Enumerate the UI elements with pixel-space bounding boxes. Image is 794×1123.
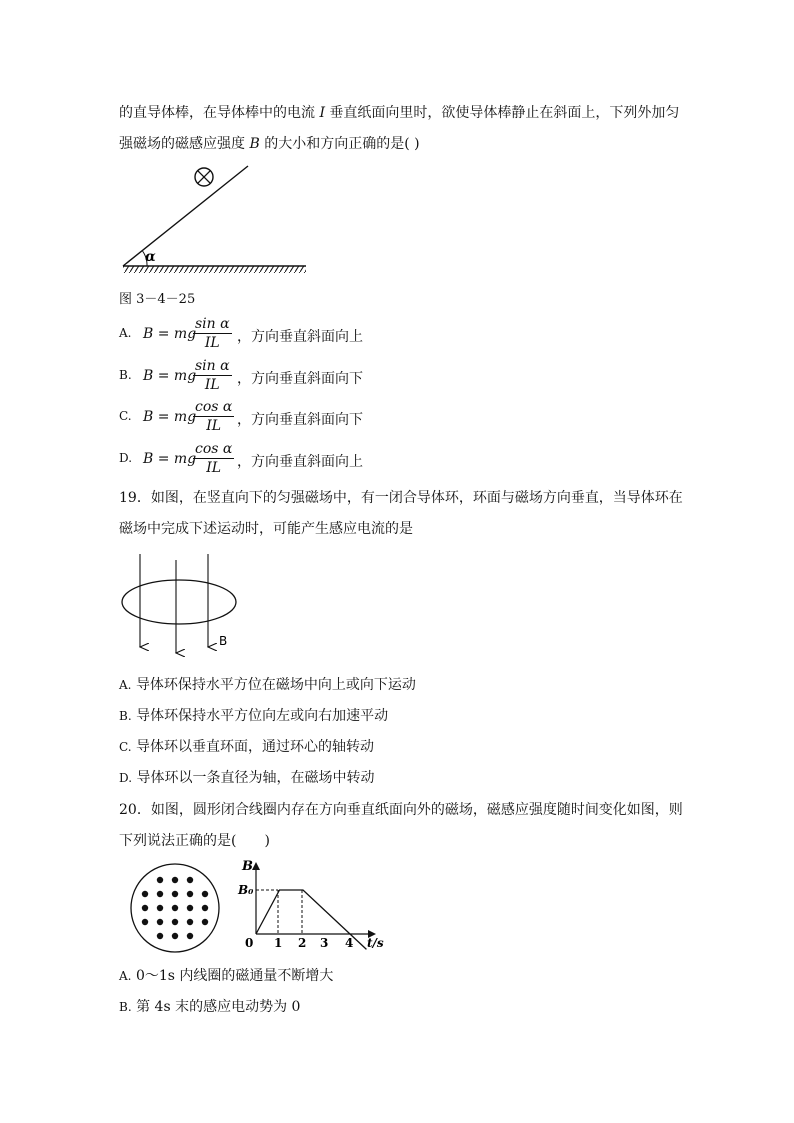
field-dot <box>172 891 178 897</box>
field-dot <box>202 905 208 911</box>
option-description: ，方向垂直斜面向上 <box>237 329 363 345</box>
q18-line1-part-a: 的直导体棒，在导体棒中的电流 <box>119 105 320 121</box>
tick-label-1: 1 <box>274 936 283 950</box>
option-fraction <box>193 441 234 477</box>
option-formula-lhs: B = mg <box>143 409 197 425</box>
fraction-denominator: IL <box>206 418 222 434</box>
option-letter: A. <box>119 326 132 340</box>
q19-option-d[interactable] <box>119 768 374 788</box>
option-description: ，方向垂直斜面向下 <box>237 371 363 387</box>
q19-option-a[interactable] <box>119 675 416 695</box>
q19-text-line-2: 磁场中完成下述运动时，可能产生感应电流的是 <box>119 521 413 537</box>
field-dot <box>157 891 163 897</box>
option-text: 0～1s 内线圈的磁通量不断增大 <box>135 968 334 984</box>
field-dot <box>187 933 193 939</box>
coil-field-figure <box>120 862 232 954</box>
fraction-numerator: cos α <box>195 441 233 457</box>
b0-label: B₀ <box>238 883 254 897</box>
fraction-numerator: sin α <box>195 316 230 332</box>
field-dot <box>172 905 178 911</box>
field-dot <box>202 919 208 925</box>
option-letter: B. <box>119 368 132 382</box>
field-out-of-page-dots <box>142 877 208 939</box>
option-formula-lhs: B = mg <box>143 368 197 384</box>
option-text: 第 4s 末的感应电动势为 0 <box>136 999 301 1015</box>
option-fraction <box>193 358 232 394</box>
t-axis-label: t/s <box>367 936 384 950</box>
q19-option-c[interactable] <box>119 737 374 757</box>
option-description: ，方向垂直斜面向下 <box>237 412 363 428</box>
q19-text-line-1: 19．如图，在竖直向下的匀强磁场中，有一闭合导体环，环面与磁场方向垂直，当导体环在 <box>119 490 683 506</box>
option-description: ，方向垂直斜面向上 <box>237 454 363 470</box>
fraction-denominator: IL <box>206 460 222 476</box>
option-letter: A. <box>119 969 132 983</box>
field-dot <box>172 877 178 883</box>
q20-text-line-1: 20．如图，圆形闭合线圈内存在方向垂直纸面向外的磁场，磁感应强度随时间变化如图，则 <box>119 802 683 818</box>
option-formula-lhs: B = mg <box>143 451 197 467</box>
option-letter: D. <box>119 451 133 465</box>
tick-label-3: 3 <box>320 936 329 950</box>
fraction-denominator: IL <box>204 377 220 393</box>
ring-in-field-figure <box>118 550 248 660</box>
q18-line2-part-a: 强磁场的磁感应强度 <box>119 136 250 152</box>
q18-line1-part-b: 垂直纸面向里时，欲使导体棒静止在斜面上，下列外加匀 <box>324 105 680 121</box>
incline-line <box>123 166 248 266</box>
origin-label: 0 <box>245 936 254 950</box>
field-dot <box>187 919 193 925</box>
option-formula-lhs: B = mg <box>143 326 197 342</box>
q20-text-line-2: 下列说法正确的是( ) <box>119 833 270 849</box>
q19-option-b[interactable] <box>119 706 388 726</box>
field-dot <box>157 905 163 911</box>
q18-line2-part-c: 的大小和方向正确的是( ) <box>259 136 420 152</box>
field-dot <box>142 919 148 925</box>
tick-label-4: 4 <box>345 936 354 950</box>
option-letter: C. <box>119 740 132 754</box>
fraction-numerator: cos α <box>195 399 233 415</box>
field-dot <box>202 891 208 897</box>
angle-label: α <box>145 249 156 265</box>
field-dot <box>187 877 193 883</box>
q18-current-symbol: I <box>319 105 325 121</box>
field-dot <box>157 919 163 925</box>
q18-field-symbol: B <box>249 136 260 152</box>
option-text: 导体环保持水平方位在磁场中向上或向下运动 <box>135 677 416 693</box>
figure-caption: 图 3－4－25 <box>119 292 196 307</box>
incline-figure <box>120 160 310 275</box>
fraction-denominator: IL <box>204 335 220 351</box>
fraction-numerator: sin α <box>195 358 230 374</box>
option-letter: D. <box>119 771 133 785</box>
option-letter: C. <box>119 409 132 423</box>
option-text: 导体环以一条直径为轴，在磁场中转动 <box>136 770 375 786</box>
field-dot <box>157 933 163 939</box>
tick-label-2: 2 <box>298 936 307 950</box>
q20-option-a[interactable] <box>119 966 333 986</box>
current-into-page-icon <box>195 168 213 186</box>
q20-option-b[interactable] <box>119 997 300 1017</box>
q18-text-line-1 <box>119 103 679 123</box>
option-letter: A. <box>119 678 132 692</box>
field-dot <box>187 905 193 911</box>
b-axis-label: B <box>242 859 253 874</box>
option-fraction <box>193 316 232 352</box>
option-letter: B. <box>119 1000 132 1014</box>
option-letter: B. <box>119 709 132 723</box>
field-dot <box>157 877 163 883</box>
field-dot <box>187 891 193 897</box>
ground-hatching <box>123 266 306 273</box>
field-label: B <box>219 634 228 648</box>
field-dot <box>172 933 178 939</box>
field-dot <box>142 905 148 911</box>
field-dot <box>172 919 178 925</box>
option-text: 导体环保持水平方位向左或向右加速平动 <box>136 708 389 724</box>
conductor-ring <box>122 580 236 624</box>
field-dot <box>142 891 148 897</box>
q18-text-line-2 <box>119 134 420 154</box>
b-t-graph <box>236 856 386 961</box>
option-fraction <box>193 399 234 435</box>
option-text: 导体环以垂直环面，通过环心的轴转动 <box>136 739 375 755</box>
